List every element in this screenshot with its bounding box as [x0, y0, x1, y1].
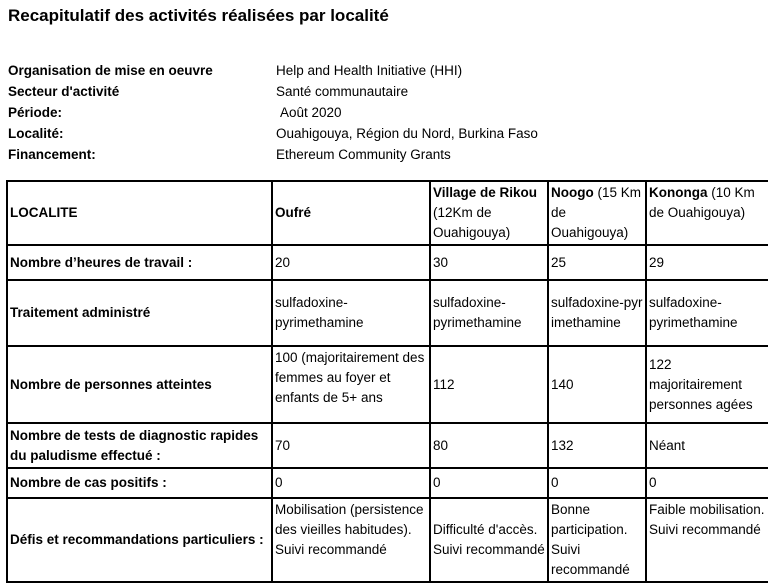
meta-label: Localité:	[8, 126, 64, 141]
cell-oufre: 70	[272, 423, 430, 468]
table-header-row	[7, 181, 768, 245]
cell-kononga: Faible mobilisation. Suivi recommandé	[646, 498, 768, 582]
header-rikou-detail: (12Km de Ouahigouya)	[433, 205, 511, 240]
cell-noogo: 0	[548, 468, 646, 498]
meta-label: Financement:	[8, 147, 96, 162]
meta-value: Help and Health Initiative (HHI)	[276, 63, 463, 78]
meta-label: Secteur d'activité	[8, 84, 120, 99]
table-row	[7, 468, 768, 498]
header-noogo-detail: (15 Km de Ouahigouya)	[551, 185, 642, 240]
table-row	[7, 346, 768, 423]
metadata-block	[8, 60, 538, 165]
row-label: Défis et recommandations particuliers :	[7, 498, 272, 582]
row-label: Nombre de tests de diagnostic rapides du paludisme effectué :	[7, 423, 272, 468]
header-kononga-detail: (10 Km de Ouahigouya)	[649, 185, 755, 220]
cell-rikou: Difficulté d'accès. Suivi recommandé	[430, 498, 548, 582]
cell-noogo: sulfadoxine-pyrimethamine	[548, 280, 646, 346]
meta-row-periode	[8, 102, 538, 123]
cell-rikou: 0	[430, 468, 548, 498]
page-title: Recapitulatif des activités réalisées par localité	[8, 6, 389, 25]
row-label: Traitement administré	[7, 280, 272, 346]
header-rikou-name: Village de Rikou	[433, 185, 538, 200]
meta-row-localite	[8, 123, 538, 144]
meta-label: Période:	[8, 105, 63, 120]
table-row	[7, 280, 768, 346]
cell-noogo: Bonne participation. Suivi recommandé	[548, 498, 646, 582]
cell-oufre: 20	[272, 245, 430, 280]
cell-noogo: 25	[548, 245, 646, 280]
cell-oufre: 100 (majoritairement des femmes au foyer et enfants de 5+ ans	[272, 346, 430, 423]
cell-oufre: 0	[272, 468, 430, 498]
meta-label: Organisation de mise en oeuvre	[8, 63, 213, 78]
meta-value: Ethereum Community Grants	[276, 147, 451, 162]
meta-value: Août 2020	[280, 105, 342, 120]
header-noogo-name: Noogo	[551, 185, 594, 200]
cell-rikou: 30	[430, 245, 548, 280]
cell-kononga: sulfadoxine-pyrimethamine	[646, 280, 768, 346]
cell-kononga: 29	[646, 245, 768, 280]
cell-noogo: 140	[548, 346, 646, 423]
header-kononga-name: Kononga	[649, 185, 708, 200]
row-label: Nombre de cas positifs :	[7, 468, 272, 498]
header-rikou	[430, 181, 548, 245]
meta-row-secteur	[8, 81, 538, 102]
cell-kononga: 0	[646, 468, 768, 498]
table-row	[7, 498, 768, 582]
header-noogo	[548, 181, 646, 245]
row-label: Nombre d’heures de travail :	[7, 245, 272, 280]
cell-kononga: Néant	[646, 423, 768, 468]
header-kononga	[646, 181, 768, 245]
cell-kononga: 122 majoritairement personnes agées	[646, 346, 768, 423]
cell-oufre: Mobilisation (persistence des vieilles habitudes). Suivi recommandé	[272, 498, 430, 582]
meta-value: Ouahigouya, Région du Nord, Burkina Faso	[276, 126, 538, 141]
meta-row-financement	[8, 144, 538, 165]
table-row	[7, 245, 768, 280]
cell-noogo: 132	[548, 423, 646, 468]
cell-rikou: sulfadoxine-pyrimethamine	[430, 280, 548, 346]
meta-value: Santé communautaire	[276, 84, 409, 99]
meta-row-organisation	[8, 60, 538, 81]
cell-oufre: sulfadoxine-pyrimethamine	[272, 280, 430, 346]
row-label: Nombre de personnes atteintes	[7, 346, 272, 423]
table-row	[7, 423, 768, 468]
header-localite: LOCALITE	[7, 181, 272, 245]
cell-rikou: 112	[430, 346, 548, 423]
cell-rikou: 80	[430, 423, 548, 468]
activities-table	[6, 180, 768, 583]
header-oufre: Oufré	[272, 181, 430, 245]
